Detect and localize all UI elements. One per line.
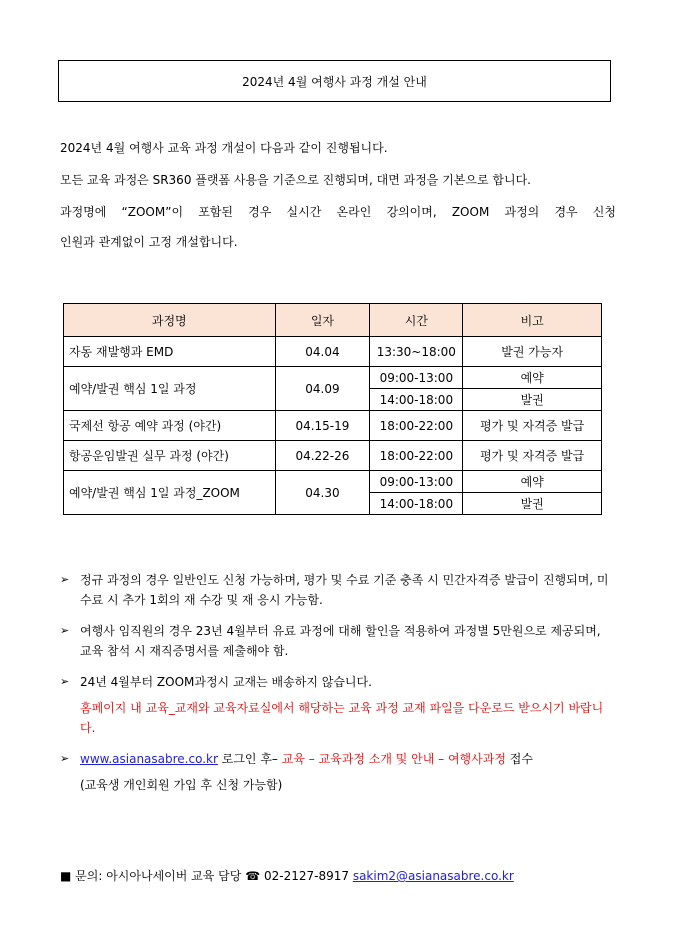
table-row bbox=[64, 337, 602, 367]
intro-line-1: 2024년 4월 여행사 교육 과정 개설이 다음과 같이 진행됩니다. bbox=[60, 141, 388, 155]
intro-line-3: 과정명에 “ZOOM”이 포함된 경우 실시간 온라인 강의이며, ZOOM 과정의 경우 신청 bbox=[60, 205, 616, 219]
table-row bbox=[64, 471, 602, 493]
course-note: 예약 bbox=[463, 367, 602, 389]
table-row bbox=[64, 411, 602, 441]
course-schedule-table bbox=[63, 303, 602, 515]
course-date: 04.30 bbox=[275, 471, 370, 515]
arrow-bullet-icon: ➢ bbox=[60, 573, 70, 586]
contact-email-link[interactable]: sakim2@asianasabre.co.kr bbox=[352, 869, 514, 883]
list-item bbox=[60, 570, 616, 610]
course-name: 항공운임발권 실무 과정 (야간) bbox=[64, 441, 276, 471]
table-row bbox=[64, 367, 602, 389]
header-time: 시간 bbox=[370, 304, 463, 337]
course-note: 발권 가능자 bbox=[463, 337, 602, 367]
course-time: 18:00-22:00 bbox=[370, 441, 463, 471]
course-time: 09:00-13:00 bbox=[370, 367, 463, 389]
header-date: 일자 bbox=[275, 304, 370, 337]
intro-section bbox=[60, 138, 616, 264]
course-date: 04.22-26 bbox=[275, 441, 370, 471]
course-time: 13:30~18:00 bbox=[370, 337, 463, 367]
note-text: 24년 4월부터 ZOOM과정시 교재는 배송하지 않습니다. bbox=[80, 675, 372, 689]
table-row bbox=[64, 441, 602, 471]
course-name: 자동 재발행과 EMD bbox=[64, 337, 276, 367]
intro-line-2: 모든 교육 과정은 SR360 플랫폼 사용을 기준으로 진행되며, 대면 과정을 기본으로 합니다. bbox=[60, 173, 531, 187]
arrow-bullet-icon: ➢ bbox=[60, 624, 70, 637]
course-note: 평가 및 자격증 발급 bbox=[463, 411, 602, 441]
arrow-bullet-icon: ➢ bbox=[60, 752, 70, 765]
course-date: 04.04 bbox=[275, 337, 370, 367]
course-time: 14:00-18:00 bbox=[370, 389, 463, 411]
note-text: 로그인 후– bbox=[217, 752, 282, 766]
contact-phone: 02-2127-8917 bbox=[263, 869, 349, 883]
page-title: 2024년 4월 여행사 과정 개설 안내 bbox=[242, 74, 427, 89]
course-note: 발권 bbox=[463, 493, 602, 515]
course-date: 04.15-19 bbox=[275, 411, 370, 441]
course-note: 평가 및 자격증 발급 bbox=[463, 441, 602, 471]
table-header-row bbox=[64, 304, 602, 337]
course-time: 09:00-13:00 bbox=[370, 471, 463, 493]
course-name: 예약/발권 핵심 1일 과정_ZOOM bbox=[64, 471, 276, 515]
contact-label: 문의: 아시아나세이버 교육 담당 bbox=[75, 869, 242, 883]
menu-path: 교육 – 교육과정 소개 및 안내 – 여행사과정 bbox=[281, 752, 506, 766]
website-link[interactable]: www.asianasabre.co.kr bbox=[80, 752, 218, 766]
course-name: 국제선 항공 예약 과정 (야간) bbox=[64, 411, 276, 441]
intro-line-4: 인원과 관계없이 고정 개설합니다. bbox=[60, 235, 238, 249]
course-date: 04.09 bbox=[275, 367, 370, 411]
square-bullet-icon: ■ bbox=[60, 869, 72, 883]
download-notice: 홈페이지 내 교육_교재와 교육자료실에서 해당하는 교육 과정 교재 파일을 다운로드 받으시기 바랍니다. bbox=[80, 701, 604, 735]
course-time: 14:00-18:00 bbox=[370, 493, 463, 515]
note-text: 여행사 임직원의 경우 23년 4월부터 유료 과정에 대해 할인을 적용하여 과정별 5만원으로 제공되며, 교육 참석 시 재직증명서를 제출해야 함. bbox=[80, 624, 601, 658]
contact-line bbox=[60, 866, 514, 886]
list-item bbox=[60, 621, 616, 661]
course-note: 발권 bbox=[463, 389, 602, 411]
note-text: 접수 bbox=[505, 752, 533, 766]
note-text: 정규 과정의 경우 일반인도 신청 가능하며, 평가 및 수료 기준 충족 시 민간자격증 발급이 진행되며, 미 수료 시 추가 1회의 재 수강 및 재 응시 가능함. bbox=[80, 573, 609, 607]
course-note: 예약 bbox=[463, 471, 602, 493]
signup-note: (교육생 개인회원 가입 후 신청 가능함) bbox=[80, 778, 283, 792]
course-time: 18:00-22:00 bbox=[370, 411, 463, 441]
course-name: 예약/발권 핵심 1일 과정 bbox=[64, 367, 276, 411]
list-item bbox=[60, 749, 616, 769]
header-note: 비고 bbox=[463, 304, 602, 337]
header-course: 과정명 bbox=[64, 304, 276, 337]
list-item bbox=[60, 672, 616, 692]
arrow-bullet-icon: ➢ bbox=[60, 675, 70, 688]
phone-icon: ☎ bbox=[245, 869, 261, 883]
notice-title-box bbox=[58, 60, 611, 102]
notes-list bbox=[60, 570, 616, 806]
